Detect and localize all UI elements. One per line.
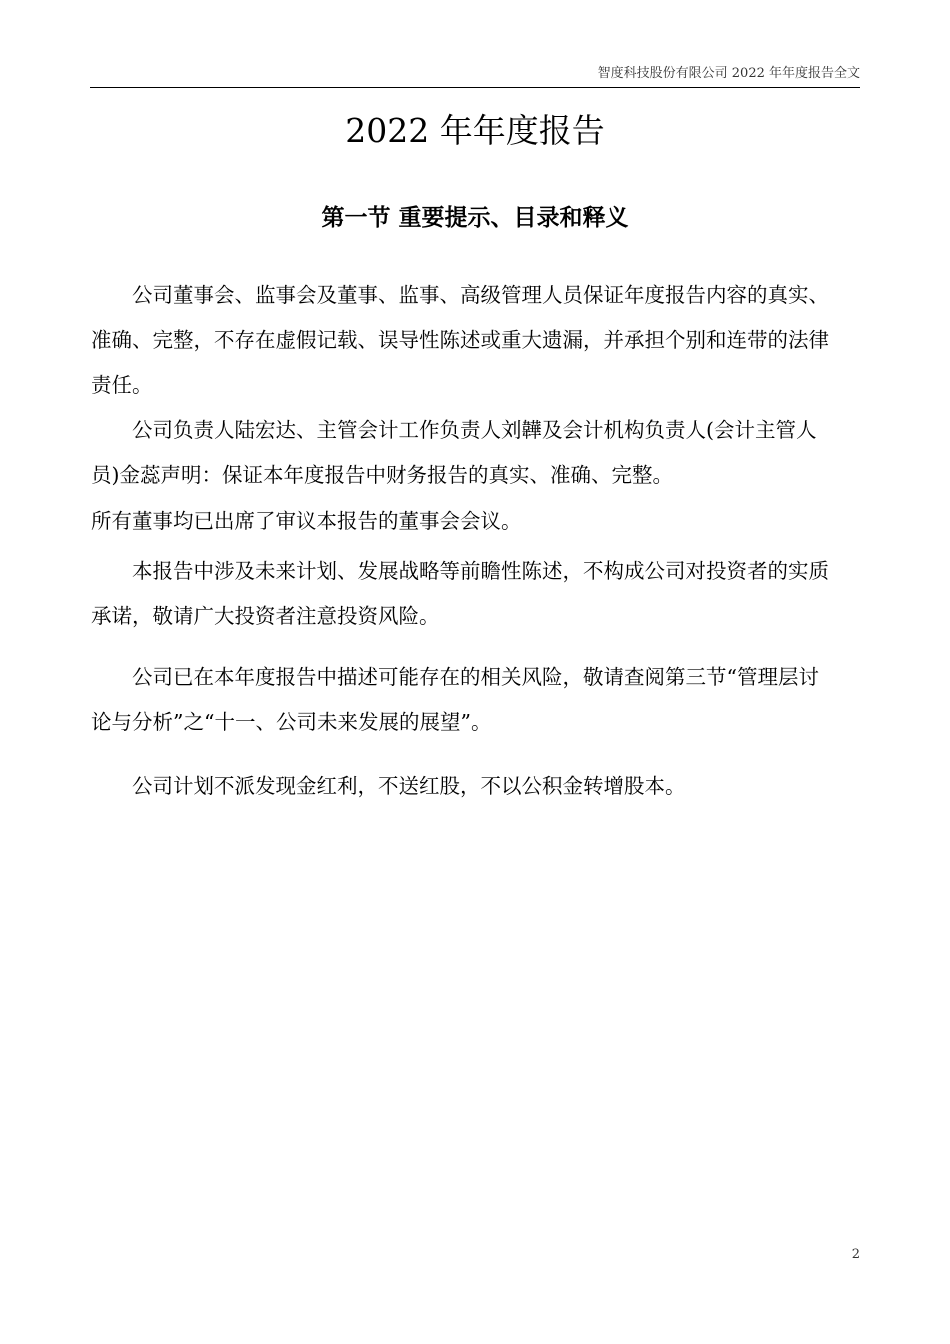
paragraph-forward-looking-statement: 本报告中涉及未来计划、发展战略等前瞻性陈述，不构成公司对投资者的实质承诺，敬请广大投资者注意投资风险。 [91, 559, 829, 628]
report-title: 2022 年年度报告 [345, 111, 605, 150]
paragraph-officer-declaration: 公司负责人陆宏达、主管会计工作负责人刘韡及会计机构负责人(会计主管人员)金蕊声明：保证本年度报告中财务报告的真实、准确、完整。 [91, 418, 817, 487]
header-rule [90, 87, 860, 88]
page-number: 2 [851, 1247, 860, 1262]
paragraph-board-attendance: 所有董事均已出席了审议本报告的董事会会议。 [91, 509, 522, 533]
paragraph-responsibility-statement: 公司董事会、监事会及董事、监事、高级管理人员保证年度报告内容的真实、准确、完整，不存在虚假记载、误导性陈述或重大遗漏，并承担个别和连带的法律责任。 [91, 283, 829, 397]
paragraph-risk-reference: 公司已在本年度报告中描述可能存在的相关风险，敬请查阅第三节“管理层讨论与分析”之“十一、公司未来发展的展望”。 [91, 665, 819, 734]
running-header: 智度科技股份有限公司 2022 年年度报告全文 [597, 66, 860, 81]
paragraph-dividend-plan: 公司计划不派发现金红利，不送红股，不以公积金转增股本。 [132, 774, 686, 798]
section-title: 第一节 重要提示、目录和释义 [321, 204, 629, 231]
